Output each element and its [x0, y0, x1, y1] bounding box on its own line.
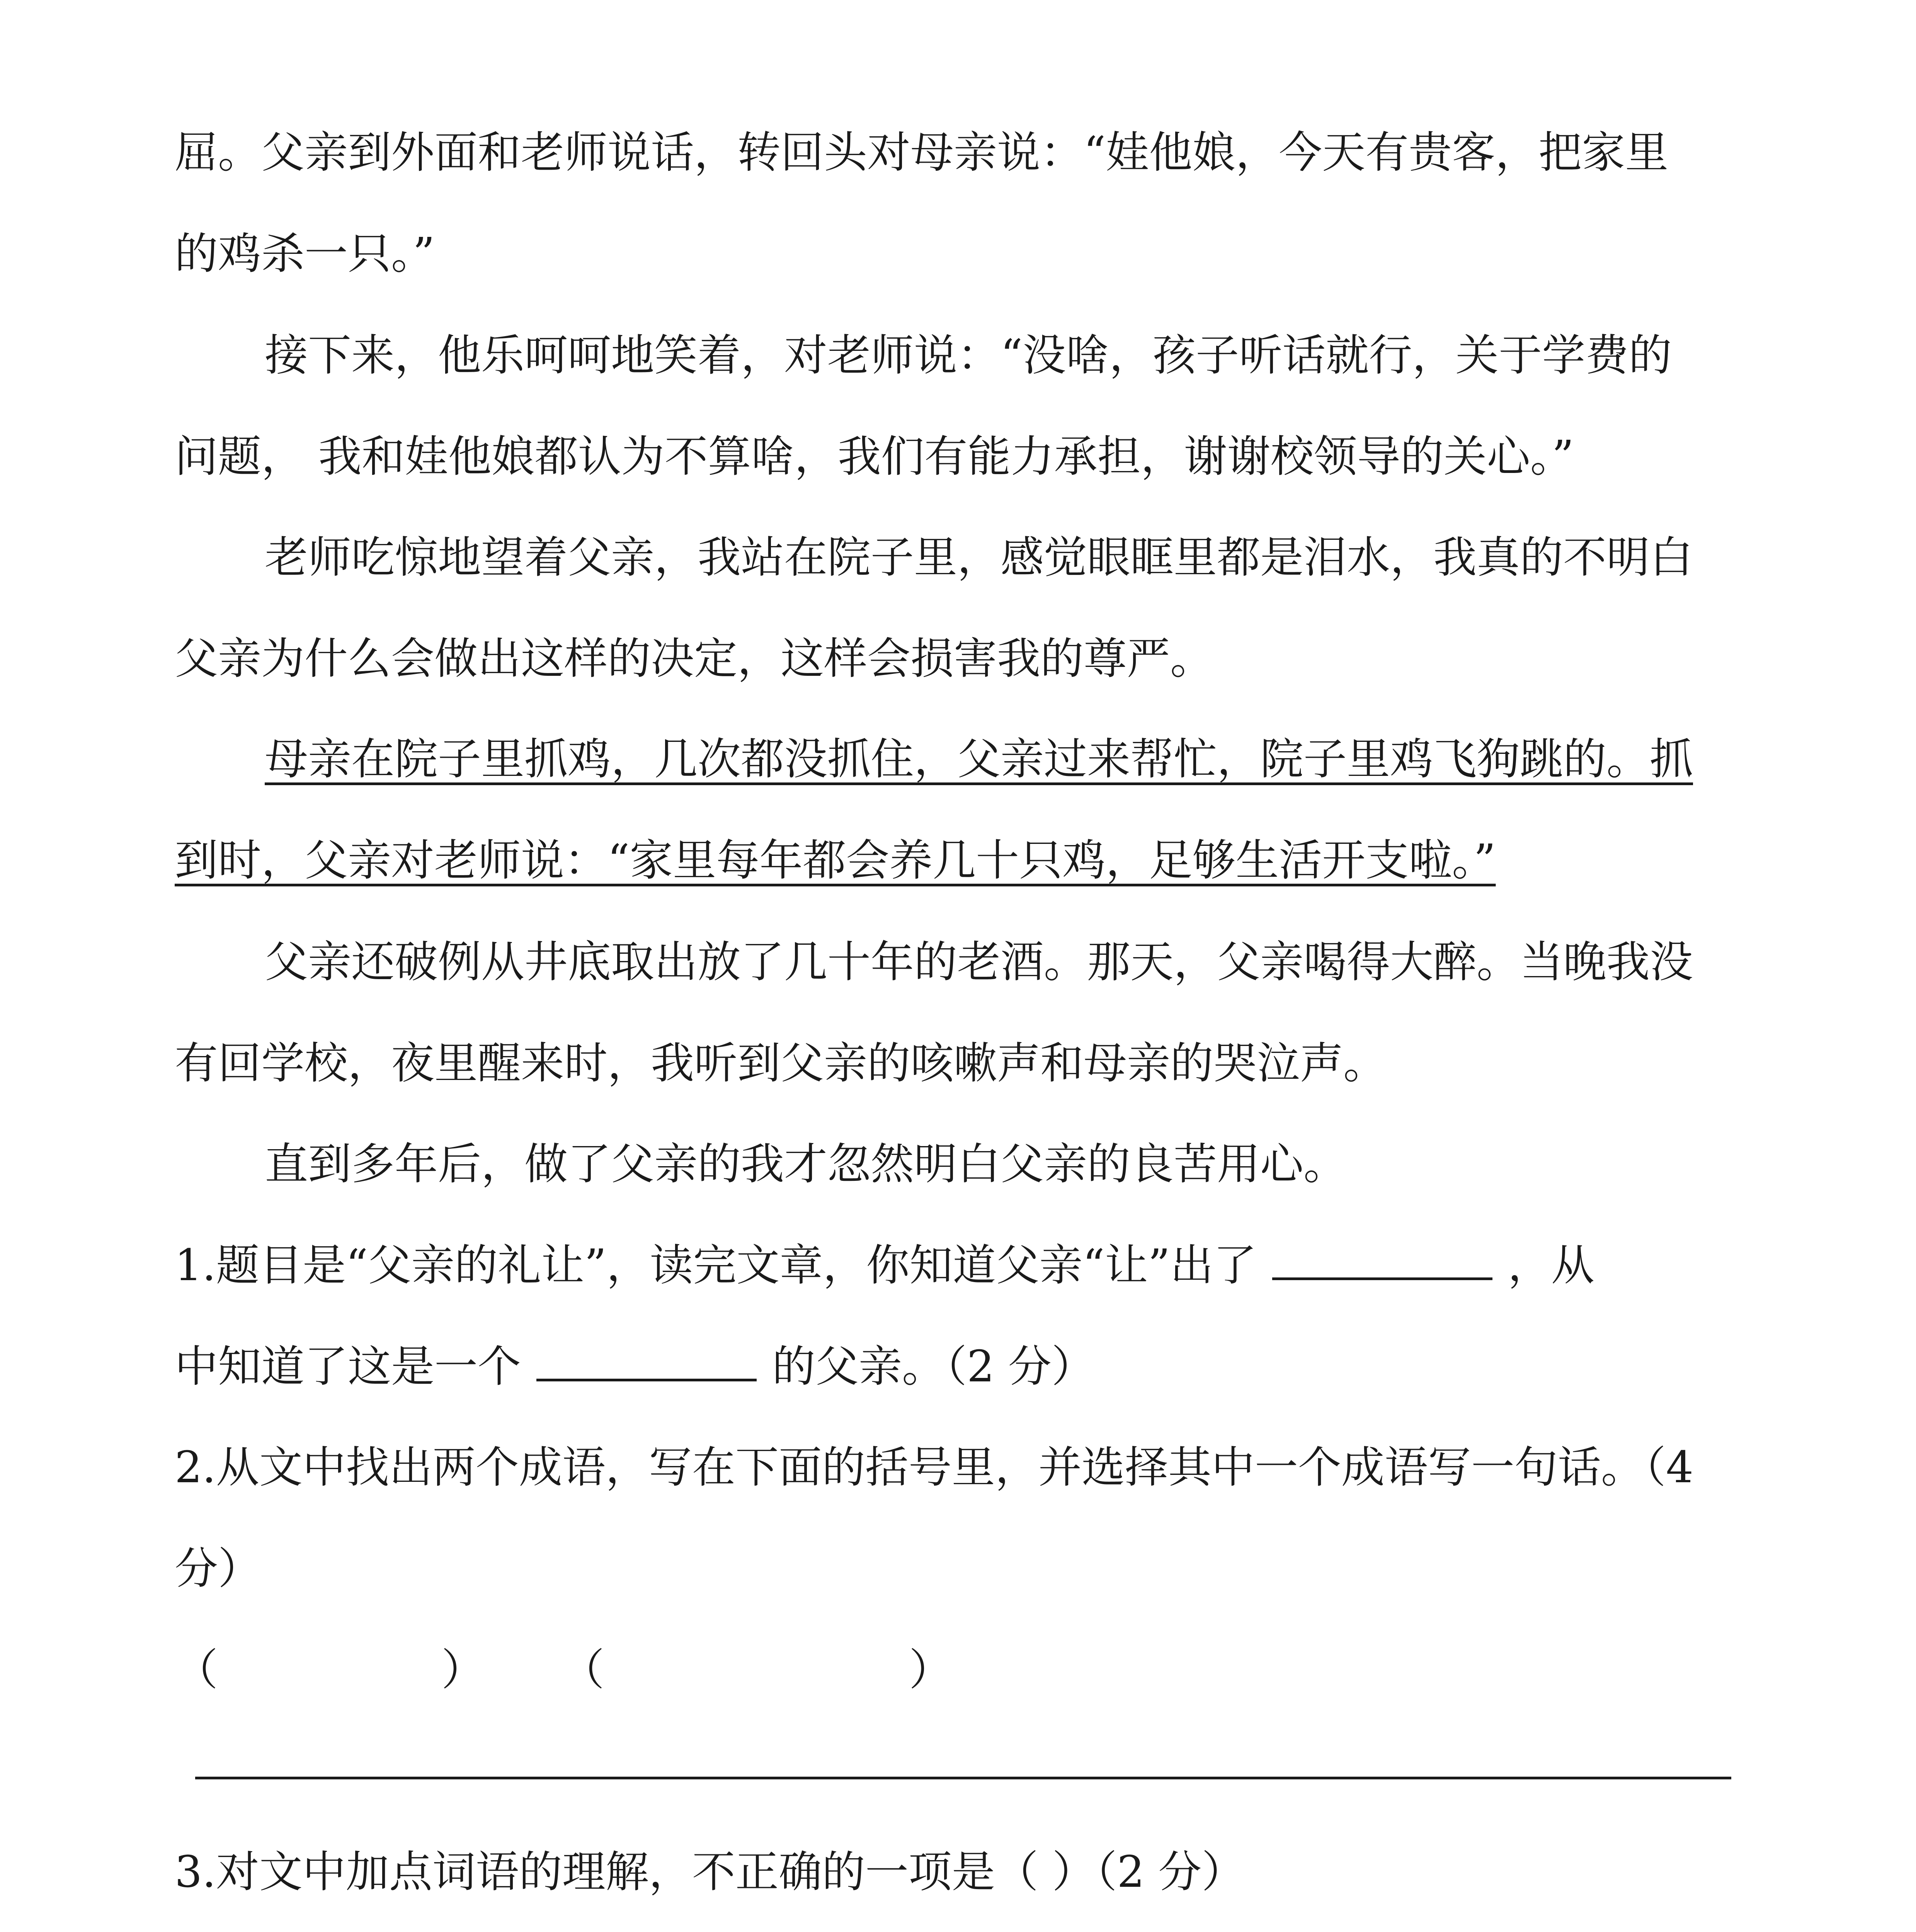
passage-line-11: 直到多年后，做了父亲的我才忽然明白父亲的良苦用心。	[265, 1139, 1347, 1189]
passage-line-10: 有回学校，夜里醒来时，我听到父亲的咳嗽声和母亲的哭泣声。	[175, 1038, 1387, 1088]
question-2-line-1: 2.从文中找出两个成语，写在下面的括号里，并选择其中一个成语写一句话。（4	[175, 1442, 1694, 1493]
passage-line-4: 问题， 我和娃他娘都认为不算啥，我们有能力承担，谢谢校领导的关心。”	[175, 432, 1574, 482]
question-2-line-2: 分）	[175, 1544, 261, 1594]
passage-line-1: 屈。父亲到外面和老师说话，转回头对母亲说：“娃他娘，今天有贵客，把家里	[175, 128, 1669, 178]
answer-blank-1[interactable]	[1272, 1247, 1492, 1280]
question-1-text-cont: ，从	[1508, 1240, 1594, 1291]
question-1-line-2	[175, 1342, 1095, 1392]
paren-close-1: ）	[441, 1645, 485, 1695]
passage-line-2: 的鸡杀一只。”	[175, 229, 435, 279]
paren-close-2: ）	[909, 1645, 952, 1695]
underlined-line-1: 母亲在院子里抓鸡，几次都没抓住，父亲过来帮忙，院子里鸡飞狗跳的。抓	[265, 734, 1693, 784]
question-1-text-2: 中知道了这是一个	[175, 1342, 521, 1392]
question-1-score: 的父亲。（2 分）	[772, 1342, 1095, 1392]
sentence-answer-line[interactable]	[195, 1777, 1731, 1779]
paren-open-1: （	[175, 1645, 218, 1695]
question-3: 3.对文中加点词语的理解，不正确的一项是（ ）（2 分）	[175, 1847, 1245, 1897]
question-1-text: 1.题目是“父亲的礼让”，读完文章，你知道父亲“让”出了	[175, 1240, 1257, 1291]
paren-open-2: （	[561, 1645, 604, 1695]
passage-line-5: 老师吃惊地望着父亲，我站在院子里，感觉眼眶里都是泪水，我真的不明白	[265, 532, 1693, 583]
passage-line-6: 父亲为什么会做出这样的决定，这样会损害我的尊严。	[175, 634, 1213, 684]
passage-line-3: 接下来，他乐呵呵地笑着，对老师说：“没啥，孩子听话就行，关于学费的	[265, 330, 1672, 381]
answer-blank-2[interactable]	[536, 1348, 757, 1381]
passage-line-9: 父亲还破例从井底取出放了几十年的老酒。那天，父亲喝得大醉。当晚我没	[265, 937, 1693, 987]
underlined-line-2: 到时，父亲对老师说：“家里每年都会养几十只鸡，足够生活开支啦。”	[175, 835, 1496, 886]
question-1-line-1	[175, 1240, 1594, 1291]
